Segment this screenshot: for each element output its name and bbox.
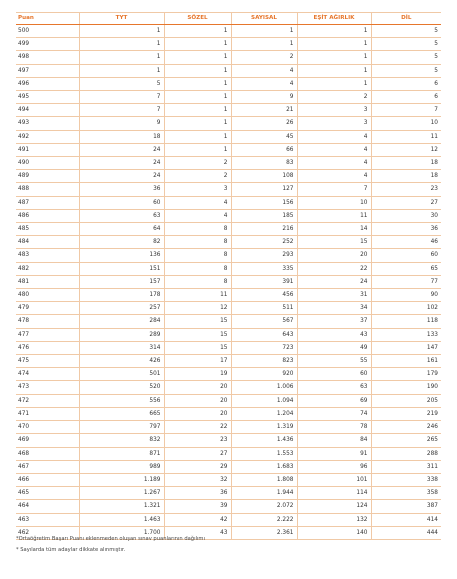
cell-sozel: 8: [164, 249, 231, 262]
cell-esit-agirlik: 11: [297, 209, 371, 222]
cell-sayisal: 920: [231, 368, 297, 381]
cell-sayisal: 4: [231, 64, 297, 77]
cell-esit-agirlik: 74: [297, 407, 371, 420]
cell-tyt: 257: [79, 302, 164, 315]
cell-dil: 77: [371, 275, 441, 288]
cell-tyt: 289: [79, 328, 164, 341]
cell-sozel: 15: [164, 315, 231, 328]
cell-score: 475: [16, 355, 79, 368]
cell-sozel: 1: [164, 38, 231, 51]
cell-tyt: 5: [79, 77, 164, 90]
column-header-tyt: TYT: [79, 13, 164, 25]
cell-esit-agirlik: 114: [297, 487, 371, 500]
cell-esit-agirlik: 31: [297, 289, 371, 302]
cell-tyt: 1: [79, 38, 164, 51]
cell-sozel: 29: [164, 460, 231, 473]
cell-tyt: 64: [79, 223, 164, 236]
cell-score: 464: [16, 500, 79, 513]
cell-dil: 338: [371, 473, 441, 486]
cell-sayisal: 21: [231, 104, 297, 117]
cell-sayisal: 185: [231, 209, 297, 222]
cell-score: 499: [16, 38, 79, 51]
cell-tyt: 1: [79, 64, 164, 77]
cell-dil: 5: [371, 25, 441, 38]
cell-dil: 288: [371, 447, 441, 460]
cell-sozel: 17: [164, 355, 231, 368]
table-row: [16, 341, 441, 354]
cell-esit-agirlik: 84: [297, 434, 371, 447]
cell-tyt: 1.189: [79, 473, 164, 486]
cell-sayisal: 567: [231, 315, 297, 328]
cell-esit-agirlik: 96: [297, 460, 371, 473]
cell-tyt: 832: [79, 434, 164, 447]
cell-score: 467: [16, 460, 79, 473]
cell-sozel: 39: [164, 500, 231, 513]
cell-score: 493: [16, 117, 79, 130]
cell-esit-agirlik: 20: [297, 249, 371, 262]
cell-sayisal: 66: [231, 143, 297, 156]
cell-score: 463: [16, 513, 79, 526]
cell-score: 492: [16, 130, 79, 143]
cell-sayisal: 156: [231, 196, 297, 209]
table-row: [16, 38, 441, 51]
score-distribution-table: [16, 12, 441, 540]
table-row: [16, 328, 441, 341]
table-row: [16, 130, 441, 143]
cell-score: 480: [16, 289, 79, 302]
table-row: [16, 236, 441, 249]
cell-dil: 5: [371, 64, 441, 77]
cell-score: 495: [16, 91, 79, 104]
cell-score: 496: [16, 77, 79, 90]
table-row: [16, 209, 441, 222]
cell-sayisal: 2.361: [231, 526, 297, 539]
cell-tyt: 1.267: [79, 487, 164, 500]
cell-tyt: 36: [79, 183, 164, 196]
cell-esit-agirlik: 63: [297, 381, 371, 394]
cell-tyt: 1.463: [79, 513, 164, 526]
cell-score: 469: [16, 434, 79, 447]
cell-score: 468: [16, 447, 79, 460]
cell-sayisal: 108: [231, 170, 297, 183]
cell-esit-agirlik: 132: [297, 513, 371, 526]
cell-dil: 46: [371, 236, 441, 249]
cell-sozel: 2: [164, 157, 231, 170]
cell-tyt: 1: [79, 25, 164, 38]
cell-esit-agirlik: 14: [297, 223, 371, 236]
cell-sozel: 1: [164, 77, 231, 90]
cell-esit-agirlik: 10: [297, 196, 371, 209]
cell-sayisal: 127: [231, 183, 297, 196]
footnote-1: *Ortaöğretim Başarı Puanı eklenmeden oluşan sınav puanlarının dağılımı: [16, 536, 205, 542]
table-body: [16, 25, 441, 540]
cell-sozel: 36: [164, 487, 231, 500]
table-header: [16, 13, 441, 25]
cell-esit-agirlik: 4: [297, 170, 371, 183]
cell-sozel: 15: [164, 328, 231, 341]
cell-esit-agirlik: 3: [297, 104, 371, 117]
cell-esit-agirlik: 1: [297, 77, 371, 90]
cell-tyt: 501: [79, 368, 164, 381]
cell-sayisal: 1.553: [231, 447, 297, 460]
cell-sozel: 12: [164, 302, 231, 315]
cell-sozel: 2: [164, 170, 231, 183]
cell-sayisal: 83: [231, 157, 297, 170]
cell-sayisal: 511: [231, 302, 297, 315]
cell-tyt: 63: [79, 209, 164, 222]
cell-dil: 18: [371, 170, 441, 183]
cell-sayisal: 643: [231, 328, 297, 341]
cell-score: 466: [16, 473, 79, 486]
cell-dil: 358: [371, 487, 441, 500]
table-row: [16, 500, 441, 513]
table-row: [16, 275, 441, 288]
table-row: [16, 51, 441, 64]
cell-score: 479: [16, 302, 79, 315]
cell-dil: 12: [371, 143, 441, 156]
cell-dil: 179: [371, 368, 441, 381]
cell-tyt: 136: [79, 249, 164, 262]
cell-sayisal: 1.944: [231, 487, 297, 500]
column-header-dil: DİL: [371, 13, 441, 25]
cell-sozel: 4: [164, 209, 231, 222]
cell-esit-agirlik: 60: [297, 368, 371, 381]
cell-sayisal: 1.006: [231, 381, 297, 394]
cell-score: 490: [16, 157, 79, 170]
cell-tyt: 556: [79, 394, 164, 407]
cell-sayisal: 1.436: [231, 434, 297, 447]
cell-sozel: 11: [164, 289, 231, 302]
cell-sayisal: 2.072: [231, 500, 297, 513]
table-row: [16, 183, 441, 196]
cell-sozel: 20: [164, 394, 231, 407]
cell-esit-agirlik: 1: [297, 38, 371, 51]
cell-tyt: 284: [79, 315, 164, 328]
cell-esit-agirlik: 55: [297, 355, 371, 368]
cell-sozel: 1: [164, 51, 231, 64]
cell-score: 472: [16, 394, 79, 407]
cell-dil: 133: [371, 328, 441, 341]
cell-dil: 23: [371, 183, 441, 196]
cell-tyt: 18: [79, 130, 164, 143]
cell-sozel: 1: [164, 25, 231, 38]
cell-sozel: 1: [164, 117, 231, 130]
cell-sayisal: 723: [231, 341, 297, 354]
footnotes: [16, 534, 441, 556]
cell-tyt: 151: [79, 262, 164, 275]
cell-score: 486: [16, 209, 79, 222]
cell-sayisal: 2: [231, 51, 297, 64]
cell-tyt: 1.700: [79, 526, 164, 539]
cell-dil: 118: [371, 315, 441, 328]
cell-tyt: 82: [79, 236, 164, 249]
cell-esit-agirlik: 1: [297, 25, 371, 38]
cell-dil: 387: [371, 500, 441, 513]
cell-dil: 18: [371, 157, 441, 170]
cell-sozel: 1: [164, 64, 231, 77]
table-row: [16, 64, 441, 77]
cell-esit-agirlik: 4: [297, 130, 371, 143]
cell-tyt: 7: [79, 104, 164, 117]
cell-tyt: 60: [79, 196, 164, 209]
cell-esit-agirlik: 15: [297, 236, 371, 249]
cell-esit-agirlik: 2: [297, 91, 371, 104]
cell-tyt: 1: [79, 51, 164, 64]
cell-dil: 102: [371, 302, 441, 315]
column-header-sozel: SÖZEL: [164, 13, 231, 25]
cell-tyt: 24: [79, 170, 164, 183]
cell-sozel: 27: [164, 447, 231, 460]
cell-esit-agirlik: 124: [297, 500, 371, 513]
cell-esit-agirlik: 140: [297, 526, 371, 539]
cell-sozel: 23: [164, 434, 231, 447]
table-row: [16, 355, 441, 368]
cell-score: 482: [16, 262, 79, 275]
cell-dil: 246: [371, 421, 441, 434]
column-header-esit-agirlik: EŞİT AĞIRLIK: [297, 13, 371, 25]
cell-score: 473: [16, 381, 79, 394]
table-row: [16, 315, 441, 328]
cell-score: 498: [16, 51, 79, 64]
cell-dil: 6: [371, 91, 441, 104]
cell-sozel: 20: [164, 381, 231, 394]
table-row: [16, 143, 441, 156]
cell-sayisal: 1.808: [231, 473, 297, 486]
table-row: [16, 434, 441, 447]
cell-dil: 205: [371, 394, 441, 407]
cell-esit-agirlik: 24: [297, 275, 371, 288]
cell-tyt: 24: [79, 143, 164, 156]
cell-esit-agirlik: 34: [297, 302, 371, 315]
cell-sozel: 1: [164, 143, 231, 156]
cell-sozel: 8: [164, 236, 231, 249]
cell-sozel: 8: [164, 262, 231, 275]
cell-esit-agirlik: 3: [297, 117, 371, 130]
cell-dil: 265: [371, 434, 441, 447]
cell-dil: 6: [371, 77, 441, 90]
cell-dil: 10: [371, 117, 441, 130]
cell-dil: 5: [371, 38, 441, 51]
table-row: [16, 104, 441, 117]
cell-dil: 190: [371, 381, 441, 394]
cell-sozel: 1: [164, 91, 231, 104]
column-header-sayisal: SAYISAL: [231, 13, 297, 25]
table-row: [16, 302, 441, 315]
cell-esit-agirlik: 91: [297, 447, 371, 460]
cell-dil: 11: [371, 130, 441, 143]
table-row: [16, 117, 441, 130]
cell-score: 476: [16, 341, 79, 354]
cell-tyt: 7: [79, 91, 164, 104]
cell-sayisal: 823: [231, 355, 297, 368]
cell-score: 470: [16, 421, 79, 434]
cell-dil: 161: [371, 355, 441, 368]
cell-tyt: 1.321: [79, 500, 164, 513]
cell-score: 497: [16, 64, 79, 77]
cell-sayisal: 1: [231, 25, 297, 38]
table-row: [16, 421, 441, 434]
cell-score: 465: [16, 487, 79, 500]
cell-esit-agirlik: 22: [297, 262, 371, 275]
table-row: [16, 447, 441, 460]
cell-score: 488: [16, 183, 79, 196]
cell-tyt: 665: [79, 407, 164, 420]
table-row: [16, 196, 441, 209]
cell-score: 489: [16, 170, 79, 183]
cell-score: 483: [16, 249, 79, 262]
cell-sozel: 15: [164, 341, 231, 354]
cell-esit-agirlik: 7: [297, 183, 371, 196]
cell-tyt: 797: [79, 421, 164, 434]
cell-sozel: 1: [164, 130, 231, 143]
cell-sozel: 22: [164, 421, 231, 434]
cell-sayisal: 1.683: [231, 460, 297, 473]
table-row: [16, 249, 441, 262]
cell-sayisal: 252: [231, 236, 297, 249]
cell-tyt: 314: [79, 341, 164, 354]
table-row: [16, 460, 441, 473]
cell-sayisal: 293: [231, 249, 297, 262]
cell-tyt: 871: [79, 447, 164, 460]
cell-tyt: 157: [79, 275, 164, 288]
table-row: [16, 513, 441, 526]
cell-sayisal: 1: [231, 38, 297, 51]
cell-score: 474: [16, 368, 79, 381]
cell-dil: 147: [371, 341, 441, 354]
cell-sozel: 20: [164, 407, 231, 420]
cell-sozel: 8: [164, 275, 231, 288]
table-row: [16, 368, 441, 381]
table-row: [16, 394, 441, 407]
table-row: [16, 473, 441, 486]
cell-sozel: 19: [164, 368, 231, 381]
cell-score: 481: [16, 275, 79, 288]
cell-sayisal: 26: [231, 117, 297, 130]
cell-score: 471: [16, 407, 79, 420]
cell-sozel: 32: [164, 473, 231, 486]
cell-dil: 444: [371, 526, 441, 539]
cell-esit-agirlik: 1: [297, 64, 371, 77]
cell-score: 487: [16, 196, 79, 209]
cell-score: 477: [16, 328, 79, 341]
cell-tyt: 989: [79, 460, 164, 473]
column-header-score: Puan: [16, 13, 79, 25]
cell-esit-agirlik: 37: [297, 315, 371, 328]
table-row: [16, 25, 441, 38]
cell-tyt: 9: [79, 117, 164, 130]
cell-sozel: 8: [164, 223, 231, 236]
cell-sozel: 4: [164, 196, 231, 209]
table-row: [16, 407, 441, 420]
cell-score: 484: [16, 236, 79, 249]
table-row: [16, 262, 441, 275]
cell-score: 500: [16, 25, 79, 38]
cell-esit-agirlik: 101: [297, 473, 371, 486]
cell-sayisal: 1.094: [231, 394, 297, 407]
table-row: [16, 289, 441, 302]
cell-sayisal: 45: [231, 130, 297, 143]
table-row: [16, 157, 441, 170]
cell-sayisal: 1.204: [231, 407, 297, 420]
cell-sozel: 1: [164, 104, 231, 117]
cell-esit-agirlik: 4: [297, 143, 371, 156]
cell-sayisal: 2.222: [231, 513, 297, 526]
cell-score: 485: [16, 223, 79, 236]
cell-sayisal: 9: [231, 91, 297, 104]
cell-sayisal: 335: [231, 262, 297, 275]
cell-dil: 27: [371, 196, 441, 209]
cell-score: 478: [16, 315, 79, 328]
cell-sayisal: 391: [231, 275, 297, 288]
cell-dil: 7: [371, 104, 441, 117]
table-row: [16, 91, 441, 104]
cell-score: 462: [16, 526, 79, 539]
cell-dil: 414: [371, 513, 441, 526]
cell-sayisal: 1.319: [231, 421, 297, 434]
cell-tyt: 178: [79, 289, 164, 302]
cell-sayisal: 456: [231, 289, 297, 302]
cell-sozel: 42: [164, 513, 231, 526]
cell-score: 494: [16, 104, 79, 117]
cell-sayisal: 216: [231, 223, 297, 236]
cell-dil: 90: [371, 289, 441, 302]
cell-dil: 5: [371, 51, 441, 64]
cell-dil: 60: [371, 249, 441, 262]
cell-esit-agirlik: 1: [297, 51, 371, 64]
cell-esit-agirlik: 43: [297, 328, 371, 341]
cell-dil: 311: [371, 460, 441, 473]
cell-sozel: 43: [164, 526, 231, 539]
cell-esit-agirlik: 49: [297, 341, 371, 354]
cell-sozel: 3: [164, 183, 231, 196]
cell-dil: 65: [371, 262, 441, 275]
cell-dil: 36: [371, 223, 441, 236]
table-row: [16, 381, 441, 394]
cell-tyt: 426: [79, 355, 164, 368]
header-row: [16, 13, 441, 25]
cell-score: 491: [16, 143, 79, 156]
cell-esit-agirlik: 69: [297, 394, 371, 407]
table-row: [16, 487, 441, 500]
table-row: [16, 77, 441, 90]
table-row: [16, 223, 441, 236]
cell-esit-agirlik: 4: [297, 157, 371, 170]
cell-esit-agirlik: 78: [297, 421, 371, 434]
cell-dil: 30: [371, 209, 441, 222]
cell-tyt: 24: [79, 157, 164, 170]
cell-dil: 219: [371, 407, 441, 420]
cell-sayisal: 4: [231, 77, 297, 90]
cell-tyt: 520: [79, 381, 164, 394]
footnote-2: * Sayılarda tüm adaylar dikkate alınmıştır.: [16, 547, 126, 553]
table-row: [16, 170, 441, 183]
